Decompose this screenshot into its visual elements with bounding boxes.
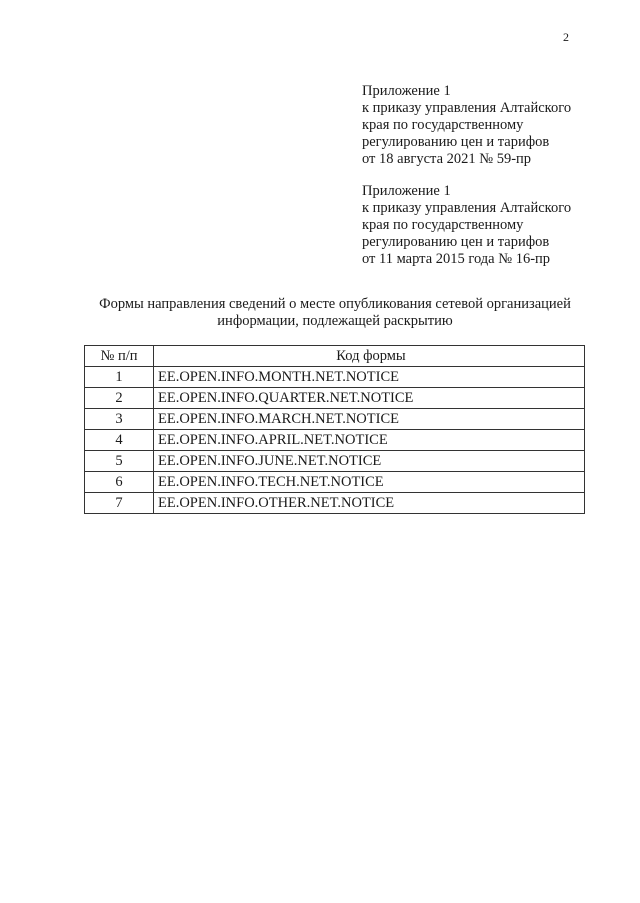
form-code: EE.OPEN.INFO.QUARTER.NET.NOTICE [154,388,585,409]
appendix-line: края по государственному [362,217,524,233]
row-number: 5 [85,451,154,472]
appendix-line: Приложение 1 [362,83,451,99]
form-code: EE.OPEN.INFO.MONTH.NET.NOTICE [154,367,585,388]
appendix-line: края по государственному [362,117,524,133]
document-title [70,296,600,330]
row-number: 7 [85,493,154,514]
title-line: Формы направления сведений о месте опубликования сетевой организацией [99,296,571,312]
column-header-number: № п/п [85,346,154,367]
table-row [85,493,585,514]
form-code: EE.OPEN.INFO.JUNE.NET.NOTICE [154,451,585,472]
appendix-line: регулированию цен и тарифов [362,234,550,250]
row-number: 1 [85,367,154,388]
table-row [85,388,585,409]
forms-table [84,345,585,514]
form-code: EE.OPEN.INFO.APRIL.NET.NOTICE [154,430,585,451]
appendix-line: к приказу управления Алтайского [362,200,572,216]
column-header-code: Код формы [154,346,585,367]
appendix-line: регулированию цен и тарифов [362,134,550,150]
table-row [85,409,585,430]
form-code: EE.OPEN.INFO.OTHER.NET.NOTICE [154,493,585,514]
appendix-line: Приложение 1 [362,183,451,199]
row-number: 2 [85,388,154,409]
appendix-original [362,183,571,268]
form-code: EE.OPEN.INFO.TECH.NET.NOTICE [154,472,585,493]
appendix-line: от 11 марта 2015 года № 16-пр [362,251,551,267]
table-row [85,430,585,451]
form-code: EE.OPEN.INFO.MARCH.NET.NOTICE [154,409,585,430]
title-line: информации, подлежащей раскрытию [217,313,453,329]
row-number: 3 [85,409,154,430]
row-number: 4 [85,430,154,451]
appendix-line: к приказу управления Алтайского [362,100,572,116]
appendix-current [362,83,571,168]
page-number: 2 [563,30,569,44]
table-row [85,367,585,388]
table-header-row [85,346,585,367]
table-row [85,472,585,493]
row-number: 6 [85,472,154,493]
table-row [85,451,585,472]
appendix-line: от 18 августа 2021 № 59-пр [362,151,532,167]
